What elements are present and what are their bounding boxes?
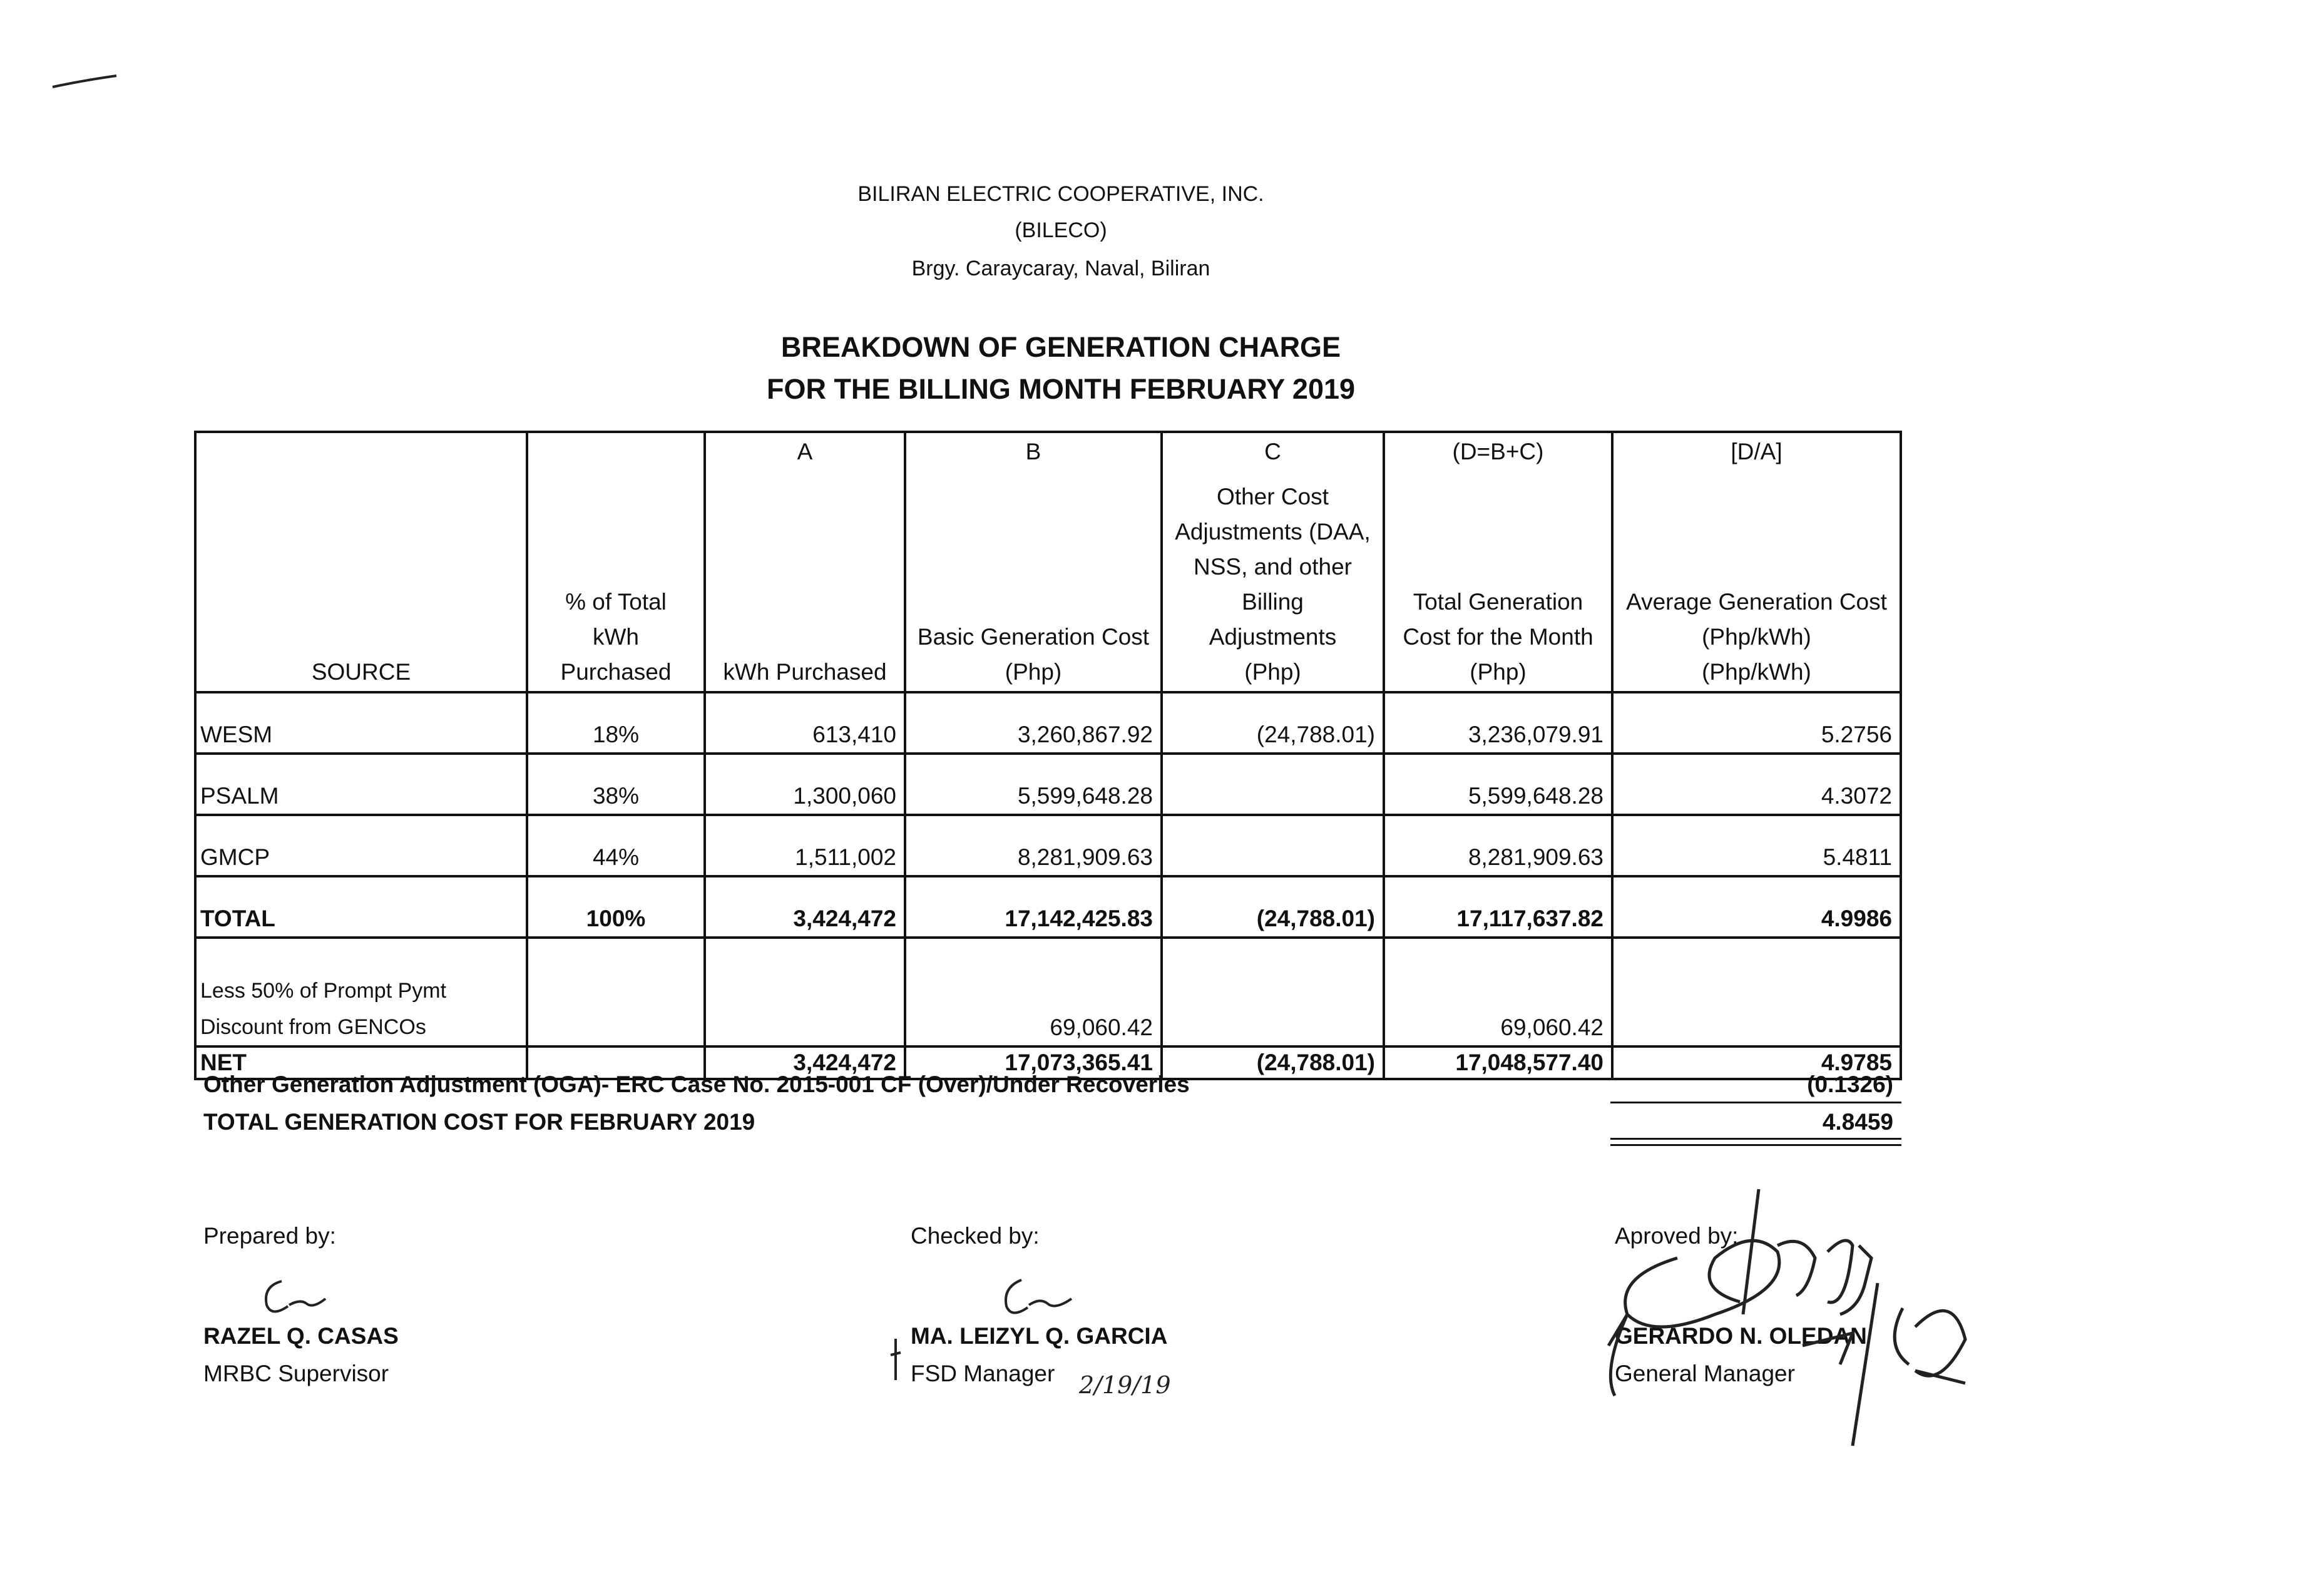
initials-signature (257, 1274, 332, 1324)
double-rule-top (1610, 1138, 1901, 1140)
header-source: SOURCE (195, 432, 527, 692)
prepared-name: RAZEL Q. CASAS (203, 1323, 399, 1349)
generation-charge-table (194, 431, 1902, 1080)
header-row (195, 432, 1901, 692)
org-name: BILIRAN ELECTRIC COOPERATIVE, INC. (857, 182, 1264, 206)
header-average-cost: [D/A] Average Generation Cost (Php/kWh) (Php/kWh) (1612, 432, 1901, 692)
approved-title: General Manager (1615, 1361, 1795, 1386)
header-pct: % of Total kWh Purchased (527, 432, 705, 692)
double-rule-bottom (1610, 1144, 1901, 1146)
org-address: Brgy. Caraycaray, Naval, Biliran (911, 257, 1210, 280)
oga-label: Other Generation Adjustment (OGA)- ERC Case No. 2015-001 CF (Over)/Under Recoveries (203, 1072, 1190, 1097)
header-kwh: A kWh Purchased (705, 432, 905, 692)
total-row: TOTAL 100% 3,424,472 17,142,425.83 (24,788.01) 17,117,637.82 4.9986 (195, 876, 1901, 938)
prepared-caption: Prepared by: (203, 1223, 336, 1249)
total-generation-value: 4.8459 (1822, 1109, 1893, 1135)
svg-text:2/19/19: 2/19/19 (1079, 1371, 1171, 1399)
document-title: BREAKDOWN OF GENERATION CHARGE (780, 331, 1341, 363)
total-generation-label: TOTAL GENERATION COST FOR FEBRUARY 2019 (203, 1109, 755, 1135)
checked-name: MA. LEIZYL Q. GARCIA (911, 1323, 1168, 1349)
checked-title: FSD Manager (911, 1361, 1055, 1386)
oga-value: (0.1326) (1807, 1072, 1893, 1097)
document-subtitle: FOR THE BILLING MONTH FEBRUARY 2019 (766, 373, 1356, 405)
approved-name: GERARDO N. OLEDAN (1615, 1323, 1867, 1349)
table-row: PSALM 38% 1,300,060 5,599,648.28 5,599,648.28 4.3072 (195, 754, 1901, 815)
stray-pen-mark (50, 72, 119, 91)
manager-signature (1590, 1183, 1978, 1458)
prepared-title: MRBC Supervisor (203, 1361, 389, 1386)
header-basic-cost: B Basic Generation Cost (Php) (905, 432, 1162, 692)
prompt-payment-discount-row: Less 50% of Prompt Pymt Discount from GENCOs 69,060.42 69,060.42 (195, 938, 1901, 1046)
header-total-cost: (D=B+C) Total Generation Cost for the Month (Php) (1384, 432, 1612, 692)
check-mark-signature (886, 1330, 904, 1386)
total-generation-line (203, 1107, 1893, 1138)
handwritten-date (1077, 1364, 1171, 1408)
net-row: NET 3,424,472 17,073,365.41 (24,788.01) 17,048,577.40 4.9785 (195, 1046, 1901, 1079)
summary-rule (1610, 1102, 1901, 1103)
header-other-adjustments: C Other Cost Adjustments (DAA, NSS, and other Billing Adjustments (Php) (1162, 432, 1384, 692)
oga-line (203, 1069, 1893, 1100)
table-row: WESM 18% 613,410 3,260,867.92 (24,788.01) 3,236,079.91 5.2756 (195, 692, 1901, 754)
approved-caption: Aproved by: (1615, 1223, 1739, 1249)
table-row: GMCP 44% 1,511,002 8,281,909.63 8,281,909.63 5.4811 (195, 815, 1901, 876)
initials-signature (995, 1274, 1077, 1324)
org-short-name: (BILECO) (1015, 218, 1107, 242)
checked-caption: Checked by: (911, 1223, 1040, 1249)
